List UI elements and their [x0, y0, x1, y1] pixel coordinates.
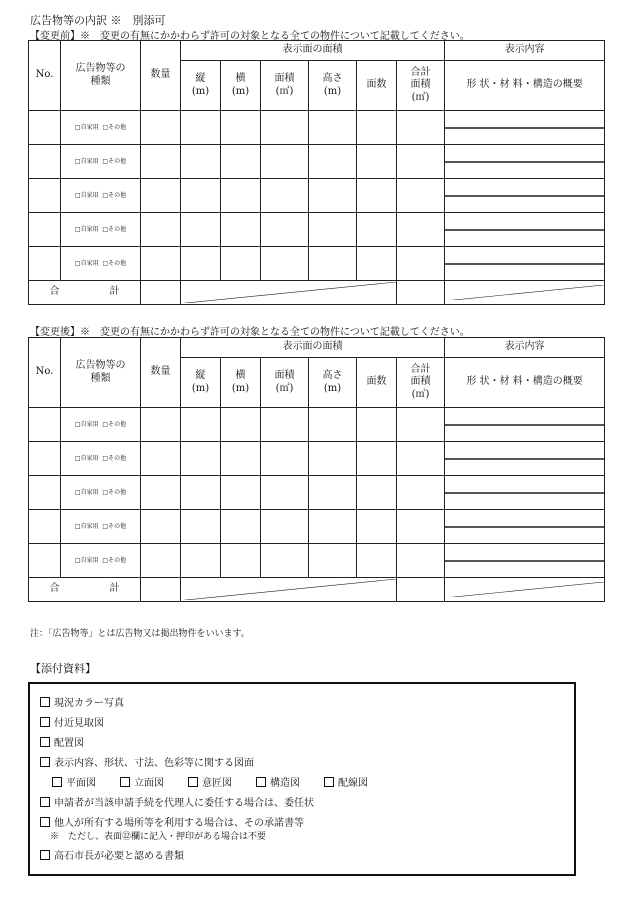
area-cell[interactable] — [261, 213, 309, 247]
type-checkboxes[interactable]: □自家用 □その他 — [74, 158, 127, 166]
col-header-content: 表示内容 — [445, 338, 605, 358]
width-cell[interactable] — [221, 476, 261, 510]
elevation-cell[interactable] — [309, 111, 357, 145]
checkbox-icon — [40, 797, 50, 807]
faces-cell[interactable] — [357, 510, 397, 544]
section-caption-before: 【変更前】※ 変更の有無にかかわらず許可の対象となる全ての物件について記載してください。 — [30, 31, 470, 42]
content-cell[interactable] — [445, 442, 605, 476]
content-cell[interactable] — [445, 179, 605, 213]
checkbox-icon — [256, 777, 266, 787]
elevation-cell[interactable] — [309, 476, 357, 510]
width-cell[interactable] — [221, 247, 261, 281]
width-cell[interactable] — [221, 145, 261, 179]
total-content-diagonal — [445, 281, 605, 305]
quantity-cell[interactable] — [141, 213, 181, 247]
col-header-elevation: 高さ (m) — [309, 61, 357, 111]
width-cell[interactable] — [221, 510, 261, 544]
total-area-cell[interactable] — [397, 145, 445, 179]
breakdown-table-before — [28, 40, 605, 305]
area-cell[interactable] — [261, 442, 309, 476]
width-cell[interactable] — [221, 442, 261, 476]
type-checkboxes[interactable]: □自家用 □その他 — [74, 523, 127, 531]
col-header-width-len: 横 (m) — [221, 358, 261, 408]
height-cell[interactable] — [181, 408, 221, 442]
area-cell[interactable] — [261, 408, 309, 442]
drawing-item-plan[interactable]: 平面図 — [52, 774, 96, 789]
col-header-type: 広告物等の 種類 — [61, 338, 141, 408]
checkbox-icon — [40, 757, 50, 767]
type-cell[interactable] — [61, 476, 141, 510]
content-cell[interactable] — [445, 145, 605, 179]
table-body — [29, 111, 605, 281]
checkbox-icon — [188, 777, 198, 787]
height-cell[interactable] — [181, 213, 221, 247]
drawing-item-wiring[interactable]: 配線図 — [324, 774, 368, 789]
area-cell[interactable] — [261, 510, 309, 544]
elevation-cell[interactable] — [309, 213, 357, 247]
col-header-height-len: 縦 (m) — [181, 61, 221, 111]
content-cell[interactable] — [445, 111, 605, 145]
type-cell[interactable] — [61, 111, 141, 145]
content-line[interactable] — [445, 264, 604, 265]
content-cell[interactable] — [445, 213, 605, 247]
no-cell[interactable] — [29, 442, 61, 476]
breakdown-table-after — [28, 337, 605, 602]
col-header-display-area: 表示面の面積 — [181, 338, 445, 358]
width-cell[interactable] — [221, 111, 261, 145]
faces-cell[interactable] — [357, 408, 397, 442]
attachment-item[interactable]: 他人が所有する場所等を利用する場合は、その承諾書等 — [40, 814, 304, 829]
area-cell[interactable] — [261, 111, 309, 145]
checkbox-icon — [324, 777, 334, 787]
table-row — [29, 510, 605, 544]
area-cell[interactable] — [261, 145, 309, 179]
checkbox-icon — [40, 697, 50, 707]
table-row — [29, 179, 605, 213]
type-cell[interactable] — [61, 247, 141, 281]
faces-cell[interactable] — [357, 145, 397, 179]
elevation-cell[interactable] — [309, 145, 357, 179]
total-area-cell[interactable] — [397, 578, 445, 602]
drawing-item-structure[interactable]: 構造図 — [256, 774, 300, 789]
section-caption-after: 【変更後】※ 変更の有無にかかわらず許可の対象となる全ての物件について記載してください。 — [30, 327, 470, 338]
total-quantity-cell[interactable] — [141, 578, 181, 602]
height-cell[interactable] — [181, 442, 221, 476]
area-cell[interactable] — [261, 179, 309, 213]
type-checkboxes[interactable]: □自家用 □その他 — [74, 421, 127, 429]
col-header-faces: 面数 — [357, 61, 397, 111]
type-cell[interactable] — [61, 442, 141, 476]
height-cell[interactable] — [181, 476, 221, 510]
total-area-cell[interactable] — [397, 111, 445, 145]
checkbox-icon — [40, 717, 50, 727]
elevation-cell[interactable] — [309, 247, 357, 281]
col-header-quantity: 数量 — [141, 41, 181, 111]
area-cell[interactable] — [261, 544, 309, 578]
quantity-cell[interactable] — [141, 247, 181, 281]
attachment-subnote: ※ ただし、表面⑫欄に記入・押印がある場合は不要 — [50, 832, 267, 842]
content-line[interactable] — [445, 425, 604, 426]
attachments-title: 【添付資料】 — [30, 662, 96, 675]
drawing-item-design[interactable]: 意匠図 — [188, 774, 232, 789]
attachments-box — [28, 682, 576, 876]
table-row — [29, 544, 605, 578]
elevation-cell[interactable] — [309, 510, 357, 544]
faces-cell[interactable] — [357, 111, 397, 145]
content-cell[interactable] — [445, 544, 605, 578]
table-row — [29, 111, 605, 145]
faces-cell[interactable] — [357, 213, 397, 247]
total-area-cell[interactable] — [397, 213, 445, 247]
col-header-no: No. — [29, 41, 61, 111]
col-header-height-len: 縦 (m) — [181, 358, 221, 408]
col-header-area: 面積 (㎡) — [261, 61, 309, 111]
faces-cell[interactable] — [357, 476, 397, 510]
attachment-item[interactable]: 申請者が当該申請手続を代理人に委任する場合は、委任状 — [40, 794, 314, 809]
content-line[interactable] — [445, 561, 604, 562]
type-cell[interactable] — [61, 408, 141, 442]
quantity-cell[interactable] — [141, 111, 181, 145]
table-row — [29, 213, 605, 247]
table-row — [29, 476, 605, 510]
type-checkboxes[interactable]: □自家用 □その他 — [74, 489, 127, 497]
type-checkboxes[interactable]: □自家用 □その他 — [74, 226, 127, 234]
col-header-overview: 形 状・材 料・構造の概要 — [445, 61, 605, 111]
total-label: 合 計 — [29, 578, 141, 602]
col-header-content: 表示内容 — [445, 41, 605, 61]
footnote: 注：「広告物等」とは広告物又は掲出物件をいいます。 — [30, 629, 250, 639]
quantity-cell[interactable] — [141, 179, 181, 213]
no-cell[interactable] — [29, 544, 61, 578]
content-cell[interactable] — [445, 510, 605, 544]
table-row — [29, 442, 605, 476]
total-area-cell[interactable] — [397, 442, 445, 476]
content-line[interactable] — [445, 493, 604, 494]
elevation-cell[interactable] — [309, 179, 357, 213]
type-cell[interactable] — [61, 544, 141, 578]
total-area-cell[interactable] — [397, 544, 445, 578]
content-line[interactable] — [445, 527, 604, 528]
col-header-type: 広告物等の 種類 — [61, 41, 141, 111]
total-area-cell[interactable] — [397, 510, 445, 544]
col-header-no: No. — [29, 338, 61, 408]
table-row — [29, 145, 605, 179]
col-header-faces: 面数 — [357, 358, 397, 408]
no-cell[interactable] — [29, 408, 61, 442]
no-cell[interactable] — [29, 145, 61, 179]
table-body — [29, 408, 605, 578]
faces-cell[interactable] — [357, 247, 397, 281]
table-row — [29, 247, 605, 281]
quantity-cell[interactable] — [141, 145, 181, 179]
type-checkboxes[interactable]: □自家用 □その他 — [74, 124, 127, 132]
no-cell[interactable] — [29, 179, 61, 213]
attachment-item[interactable]: 現況カラー写真 — [40, 694, 124, 709]
attachment-item[interactable]: 表示内容、形状、寸法、色彩等に関する図面 — [40, 754, 254, 769]
content-line[interactable] — [445, 230, 604, 231]
content-cell[interactable] — [445, 408, 605, 442]
height-cell[interactable] — [181, 510, 221, 544]
content-cell[interactable] — [445, 476, 605, 510]
attachment-item[interactable]: 配置図 — [40, 734, 84, 749]
col-header-total-area: 合計 面積 (㎡) — [397, 61, 445, 111]
total-area-cell[interactable] — [397, 408, 445, 442]
width-cell[interactable] — [221, 179, 261, 213]
attachment-item[interactable]: 高石市長が必要と認める書類 — [40, 847, 184, 862]
total-quantity-cell[interactable] — [141, 281, 181, 305]
total-area-cell[interactable] — [397, 281, 445, 305]
col-header-elevation: 高さ (m) — [309, 358, 357, 408]
no-cell[interactable] — [29, 111, 61, 145]
col-header-total-area: 合計 面積 (㎡) — [397, 358, 445, 408]
col-header-area: 面積 (㎡) — [261, 358, 309, 408]
type-checkboxes[interactable]: □自家用 □その他 — [74, 557, 127, 565]
col-header-overview: 形 状・材 料・構造の概要 — [445, 358, 605, 408]
height-cell[interactable] — [181, 179, 221, 213]
quantity-cell[interactable] — [141, 544, 181, 578]
col-header-display-area: 表示面の面積 — [181, 41, 445, 61]
width-cell[interactable] — [221, 408, 261, 442]
attachment-item[interactable]: 付近見取図 — [40, 714, 104, 729]
height-cell[interactable] — [181, 111, 221, 145]
content-line[interactable] — [445, 128, 604, 129]
type-checkboxes[interactable]: □自家用 □その他 — [74, 192, 127, 200]
elevation-cell[interactable] — [309, 442, 357, 476]
checkbox-icon — [40, 737, 50, 747]
table-row — [29, 408, 605, 442]
total-area-cell[interactable] — [397, 476, 445, 510]
type-cell[interactable] — [61, 145, 141, 179]
total-area-cell[interactable] — [397, 179, 445, 213]
type-checkboxes[interactable]: □自家用 □その他 — [74, 455, 127, 463]
height-cell[interactable] — [181, 145, 221, 179]
type-cell[interactable] — [61, 510, 141, 544]
faces-cell[interactable] — [357, 544, 397, 578]
type-checkboxes[interactable]: □自家用 □その他 — [74, 260, 127, 268]
content-line[interactable] — [445, 459, 604, 460]
no-cell[interactable] — [29, 510, 61, 544]
height-cell[interactable] — [181, 544, 221, 578]
area-cell[interactable] — [261, 476, 309, 510]
area-cell[interactable] — [261, 247, 309, 281]
col-header-quantity: 数量 — [141, 338, 181, 408]
quantity-cell[interactable] — [141, 476, 181, 510]
width-cell[interactable] — [221, 213, 261, 247]
faces-cell[interactable] — [357, 179, 397, 213]
width-cell[interactable] — [221, 544, 261, 578]
checkbox-icon — [40, 817, 50, 827]
checkbox-icon — [52, 777, 62, 787]
total-diagonal-cell — [181, 578, 397, 602]
page-title: 広告物等の内訳 ※ 別添可 — [30, 14, 166, 27]
total-label: 合 計 — [29, 281, 141, 305]
content-cell[interactable] — [445, 247, 605, 281]
col-header-width-len: 横 (m) — [221, 61, 261, 111]
quantity-cell[interactable] — [141, 408, 181, 442]
total-content-diagonal — [445, 578, 605, 602]
faces-cell[interactable] — [357, 442, 397, 476]
type-cell[interactable] — [61, 179, 141, 213]
no-cell[interactable] — [29, 476, 61, 510]
type-cell[interactable] — [61, 213, 141, 247]
content-line[interactable] — [445, 196, 604, 197]
checkbox-icon — [120, 777, 130, 787]
content-line[interactable] — [445, 162, 604, 163]
height-cell[interactable] — [181, 247, 221, 281]
no-cell[interactable] — [29, 247, 61, 281]
elevation-cell[interactable] — [309, 544, 357, 578]
elevation-cell[interactable] — [309, 408, 357, 442]
quantity-cell[interactable] — [141, 442, 181, 476]
total-diagonal-cell — [181, 281, 397, 305]
total-area-cell[interactable] — [397, 247, 445, 281]
quantity-cell[interactable] — [141, 510, 181, 544]
drawing-item-elevation[interactable]: 立面図 — [120, 774, 164, 789]
no-cell[interactable] — [29, 213, 61, 247]
checkbox-icon — [40, 850, 50, 860]
